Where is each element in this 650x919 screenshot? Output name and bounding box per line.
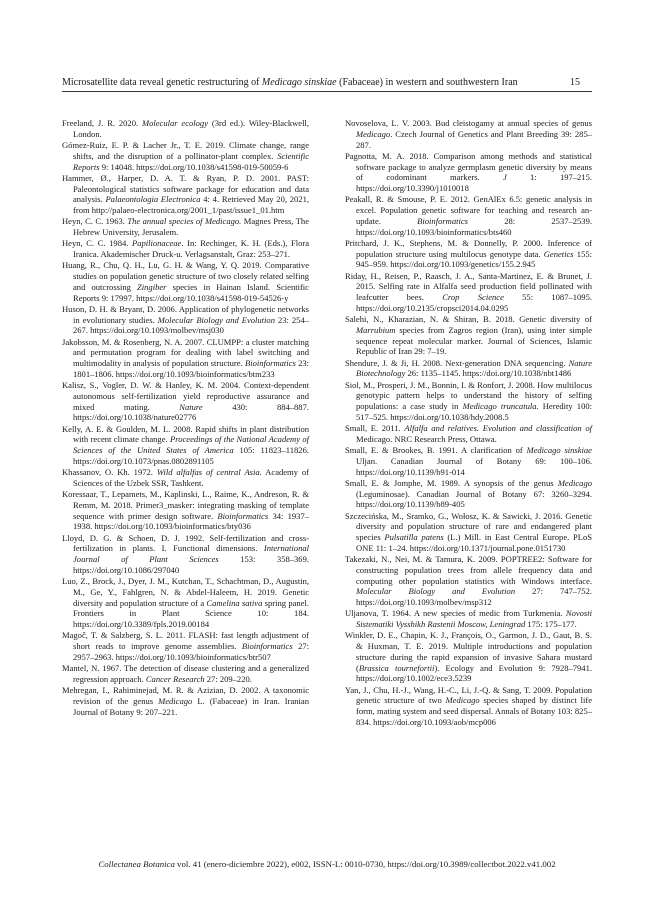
reference-entry: Hammer, Ø., Harper, D. A. T. & Ryan, P. D. 2001. PAST: Paleontological statistics software package for education and data analysis. Palaeontologia Electronica 4: 4. Retrieved May 20, 2021, from http://palaeo-electronica.org/2001_1/past/issue1_01.htm (62, 172, 309, 215)
reference-entry: Shendure, J. & Ji, H. 2008. Next-generation DNA sequencing. Nature Biotechnology 26: 1135–1145. https://doi.org/10.1038/nbt1486 (345, 357, 592, 379)
reference-entry: Yan, J., Chu, H.-J., Wang, H.-C., Li, J.-Q. & Sang, T. 2009. Population genetic structure of two Medicago species shaped by distinct life form, mating system and seed dispersal. Annals of Botany 103: 825–834. https://doi.org/10.1093/aob/mcp006 (345, 684, 592, 727)
reference-entry: Novoselova, L. V. 2003. Bud cleistogamy at annual species of genus Medicago. Czech Journal of Genetics and Plant Breeding 39: 285–287. (345, 118, 592, 150)
references-left-column (62, 118, 309, 718)
page-number: 15 (570, 77, 580, 88)
journal-name: Collectanea Botanica (98, 859, 175, 869)
reference-entry: Gómez-Ruiz, E. P. & Lacher Jr., T. E. 2019. Climate change, range shifts, and the disruption of a pollinator-plant complex. Scientific Reports 9: 14048. https://doi.org/10.1038/s41598-019-50059-6 (62, 140, 309, 172)
reference-entry: Winkler, D. E., Chapin, K. J., François, O., Garmon, J. D., Gaut, B. S. & Huxman, T. E. 2019. Multiple introductions and population structure during the rapid expansion of invasive Sahara mustard (Brassica tournefortii). Ecology and Evolution 9: 7928–7941. https://doi.org/10.1002/ece3.5239 (345, 630, 592, 684)
reference-entry: Magoč, T. & Salzberg, S. L. 2011. FLASH: fast length adjustment of short reads to improve genome assemblies. Bioinformatics 27: 2957–2963. https://doi.org/10.1093/bioinformatics/btr507 (62, 630, 309, 662)
reference-entry: Huson, D. H. & Bryant, D. 2006. Application of phylogenetic networks in evolutionary studies. Molecular Biology and Evolution 23: 254–267. https://doi.org/10.1093/molbev/msj030 (62, 303, 309, 336)
reference-entry: Peakall, R. & Smouse, P. E. 2012. GenAlEx 6.5: genetic analysis in excel. Population genetic software for teaching and research an-update. Bioinformatics 28: 2537–2539. https://doi.org/10.1093/bioinformatics/bts460 (345, 194, 592, 237)
reference-entry: Jakobsson, M. & Rosenberg, N. A. 2007. CLUMPP: a cluster matching and permutation program for dealing with label switching and multimodality in analysis of population structure. Bioinformatics 23: 1801–1806. https://doi.org/10.1093/bioinformatics/btm233 (62, 336, 309, 379)
reference-entry: Riday, H., Reisen, P., Raasch, J. A., Santa-Martinez, E. & Brunet, J. 2015. Selfing rate in Alfalfa seed production field pollinated with leafcutter bees. Crop Science 55: 1087–1095. https://doi.org/10.2135/cropsci2014.04.0295 (345, 270, 592, 313)
reference-entry: Heyn, C. C. 1963. The annual species of Medicago. Magnes Press, The Hebrew University, Jerusalem. (62, 216, 309, 237)
reference-entry: Takezaki, N., Nei, M. & Tamura, K. 2009. POPTREE2: Software for constructing population trees from allele frequency data and computing other population statistics with Windows interface. Molecular Biology and Evolution 27: 747–752. https://doi.org/10.1093/molbev/msp312 (345, 554, 592, 607)
reference-entry: Siol, M., Prosperi, J. M., Bonnin, I. & Ronfort, J. 2008. How multilocus genotypic pattern helps to understand the history of selfing populations: a case study in Medicago truncatula. Heredity 100: 517–525. https://doi.org/10.1038/hdy.2008.5 (345, 379, 592, 422)
reference-entry: Mantel, N. 1967. The detection of disease clustering and a generalized regression approach. Cancer Research 27: 209–220. (62, 663, 309, 684)
reference-entry: Uljanova, T. 1964. A new species of medic from Turkmenia. Novosti Sistematiki Vysshikh Rastenii Moscow, Leningrad 175: 175–177. (345, 608, 592, 629)
reference-entry: Salehi, N., Kharazian, N. & Shiran, B. 2018. Genetic diversity of Marrubium species from Zagros region (Iran), using inter simple sequence repeat molecular marker. Journal of Sciences, Islamic Republic of Iran 29: 7–19. (345, 314, 592, 357)
species-name: Medicago sinskiae (261, 77, 337, 88)
page-footer (62, 859, 592, 869)
reference-entry: Pritchard, J. K., Stephens, M. & Donnelly, P. 2000. Inference of population structure using multilocus genotype data. Genetics 155: 945–959. https://doi.org/10.1093/genetics/155.2.945 (345, 237, 592, 270)
reference-entry: Luo, Z., Brock, J., Dyer, J. M., Kutchan, T., Schachtman, D., Augustin, M., Ge, Y., Fahlgren, N. & Abdel-Haleem, H. 2019. Genetic diversity and population structure of a Camelina sativa spring panel. Frontiers in Plant Science 10: 184. https://doi.org/10.3389/fpls.2019.00184 (62, 576, 309, 629)
reference-entry: Khassanov, O. Kh. 1972. Wild alfalfas of central Asia. Academy of Sciences of the Uzbek SSR, Tashkent. (62, 467, 309, 488)
reference-entry: Lloyd, D. G. & Schoen, D. J. 1992. Self-fertilization and cross-fertilization in plants. I. Functional dimensions. International Journal of Plant Sciences 153: 358–369. https://doi.org/10.1086/297040 (62, 532, 309, 575)
reference-entry: Koressaar, T., Lepamets, M., Kaplinski, L., Raime, K., Andreson, R. & Remm, M. 2018. Primer3_masker: integrating masking of template sequence with primer design software. Bioinformatics 34: 1937–1938. https://doi.org/10.1093/bioinformatics/bty036 (62, 489, 309, 532)
reference-entry: Freeland, J. R. 2020. Molecular ecology (3rd ed.). Wiley-Blackwell, London. (62, 118, 309, 139)
references-right-column (345, 118, 592, 728)
reference-entry: Huang, R., Chu, Q. H., Lu, G. H. & Wang, Y. Q. 2019. Comparative studies on population genetic structure of two closely related selfing and outcrossing Zingiber species in Hainan Island. Scientific Reports 9: 17997. https://doi.org/10.1038/s41598-019-54526-y (62, 260, 309, 303)
reference-entry: Kelly, A. E. & Goulden, M. L. 2008. Rapid shifts in plant distribution with recent climate change. Proceedings of the National Academy of Sciences of the United States of America 105: 11823–11826. https://doi.org/10.1073/pnas.0802891105 (62, 423, 309, 466)
running-title: Microsatellite data reveal genetic restructuring of Medicago sinskiae (Fabaceae) in western and southwestern Iran (62, 77, 518, 88)
running-header (62, 70, 592, 92)
reference-entry: Small, E. 2011. Alfalfa and relatives. Evolution and classification of Medicago. NRC Research Press, Ottawa. (345, 423, 593, 444)
citation-details: vol. 41 (enero-diciembre 2022), e002, ISSN-L: 0010-0730, https://doi.org/10.3989/collectbot.2022.v41.002 (174, 859, 556, 869)
reference-entry: Szczecińska, M., Sramko, G., Wołosz, K. & Sawicki, J. 2016. Genetic diversity and population structure of rare and endangered plant species Pulsatilla patens (L.) Mill. in East Central Europe. PLoS ONE 11: 1–24. https://doi.org/10.1371/journal.pone.0151730 (345, 510, 592, 553)
reference-entry: Small, E. & Brookes, B. 1991. A clarification of Medicago sinskiae Uljan. Canadian Journal of Botany 69: 100–106. https://doi.org/10.1139/b91-014 (345, 445, 592, 477)
reference-entry: Mehregan, I., Rahiminejad, M. R. & Azizian, D. 2002. A taxonomic revision of the genus Medicago L. (Fabaceae) in Iran. Iranian Journal of Botany 9: 207–221. (62, 685, 309, 717)
reference-entry: Small, E. & Jomphe, M. 1989. A synopsis of the genus Medicago (Leguminosae). Canadian Journal of Botany 67: 3260–3294. https://doi.org/10.1139/b89-405 (345, 477, 592, 510)
reference-entry: Kalisz, S., Vogler, D. W. & Hanley, K. M. 2004. Context-dependent autonomous self-fertilization yield reproductive assurance and mixed mating. Nature 430: 884–887. https://doi.org/10.1038/nature02776 (62, 380, 309, 423)
reference-entry: Pagnotta, M. A. 2018. Comparison among methods and statistical software package to analyze germplasm genetic diversity by means of codominant markers. J 1: 197–215. https://doi.org/10.3390/j1010018 (345, 150, 592, 193)
reference-entry: Heyn, C. C. 1984. Papilionaceae. In: Rechinger, K. H. (Eds.), Flora Iranica. Akademischer Druck-u. Verlagsanstalt, Graz: 253–271. (62, 238, 309, 259)
